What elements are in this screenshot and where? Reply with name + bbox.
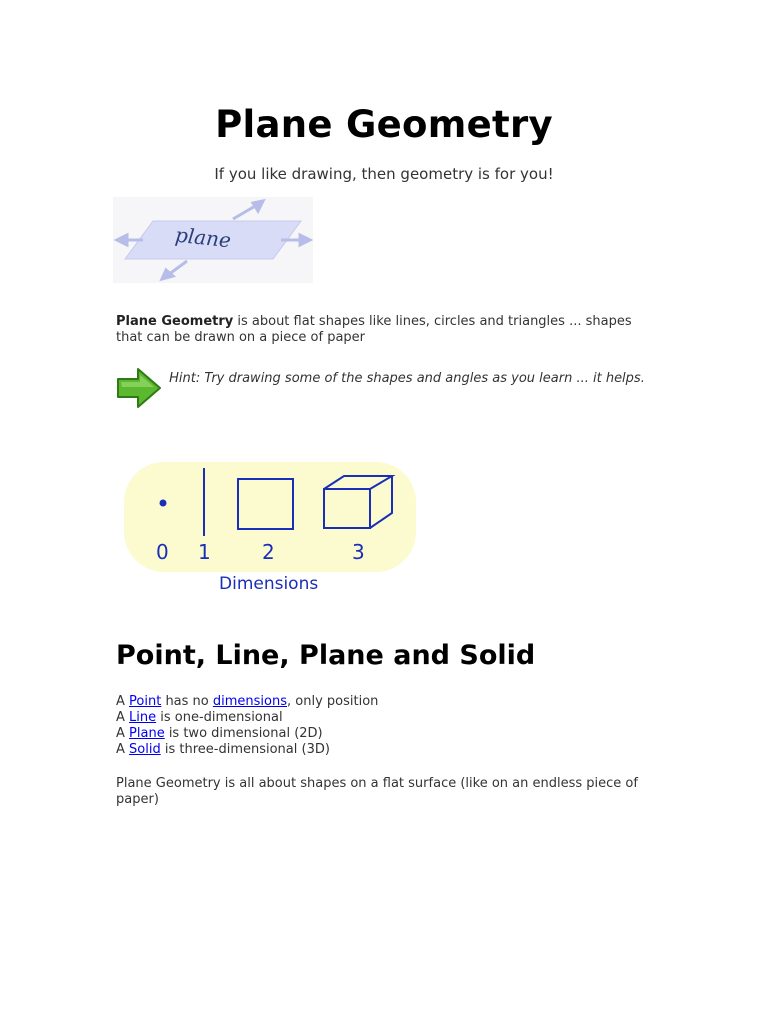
dimension-label-1: 1 (198, 540, 211, 564)
dimensions-link[interactable]: dimensions (212, 694, 288, 709)
point-shape (160, 500, 167, 507)
definition-text: is three-dimensional (3D) (160, 742, 330, 757)
dimensions-illustration (118, 458, 420, 598)
dimension-label-3: 3 (352, 540, 365, 564)
hint-text: Hint: Try drawing some of the shapes and angles as you learn ... it helps. (169, 371, 645, 386)
definition-plane (116, 726, 656, 742)
dimension-label-2: 2 (262, 540, 275, 564)
plane-link[interactable]: Plane (129, 726, 165, 741)
definitions-list (116, 694, 656, 758)
section-title: Point, Line, Plane and Solid (116, 640, 536, 671)
definition-text: has no (161, 694, 213, 709)
page-subtitle: If you like drawing, then geometry is for you! (214, 165, 554, 183)
definition-solid (116, 742, 656, 758)
intro-paragraph (116, 314, 646, 346)
point-link[interactable]: Point (129, 694, 162, 709)
solid-link[interactable]: Solid (129, 742, 161, 757)
closing-paragraph: Plane Geometry is all about shapes on a flat surface (like on an endless piece of paper) (116, 776, 638, 807)
intro-bold-term: Plane Geometry (116, 314, 234, 329)
definition-prefix: A (116, 742, 130, 757)
definition-line (116, 710, 656, 726)
plane-illustration (113, 197, 313, 283)
dimensions-caption: Dimensions (219, 574, 319, 594)
line-link[interactable]: Line (129, 710, 157, 725)
definition-point (116, 694, 656, 710)
plane-label: plane (174, 222, 233, 253)
definition-prefix: A (116, 710, 130, 725)
definition-text: , only position (287, 694, 379, 709)
page-title: Plane Geometry (215, 103, 553, 146)
definition-prefix: A (116, 726, 130, 741)
definition-text: is one-dimensional (156, 710, 283, 725)
definition-prefix: A (116, 694, 130, 709)
arrow-right-icon (116, 367, 162, 409)
intro-text: is about flat shapes like lines, circles and triangles ... shapes that can be drawn on a piece of paper (116, 314, 632, 345)
dimension-label-0: 0 (156, 540, 169, 564)
definition-text: is two dimensional (2D) (164, 726, 323, 741)
